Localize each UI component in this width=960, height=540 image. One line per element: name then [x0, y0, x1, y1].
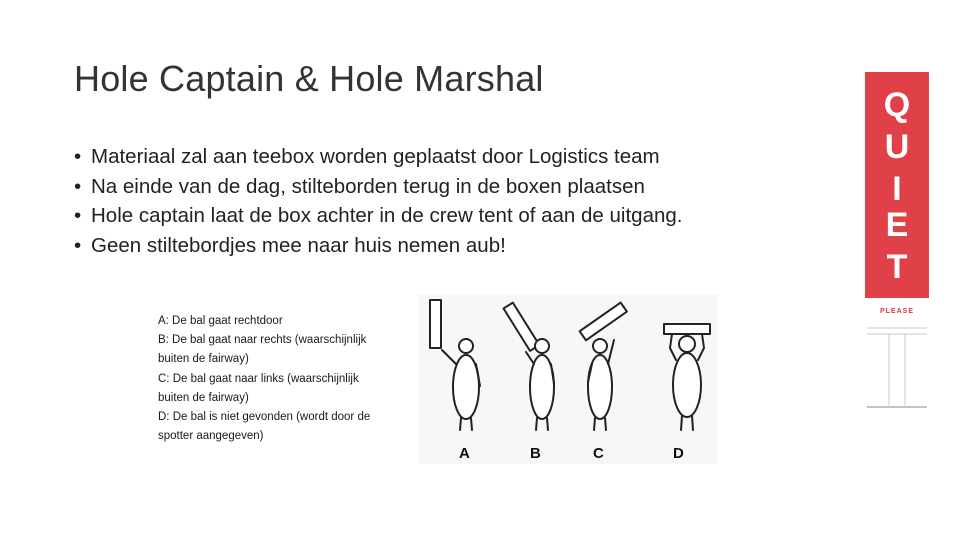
- slide-title: Hole Captain & Hole Marshal: [74, 58, 544, 99]
- sign-letter: I: [892, 170, 902, 208]
- quiet-sign-graphic: [865, 72, 929, 410]
- legend-line: D: De bal is niet gevonden (wordt door de: [158, 411, 371, 424]
- figure-label: A: [459, 445, 470, 462]
- stick-figures-drawing: [418, 294, 718, 464]
- sign-board: [504, 303, 540, 351]
- bullet-symbol: •: [74, 145, 82, 168]
- signal-figure-image: [418, 294, 718, 464]
- bullet-symbol: •: [74, 204, 82, 227]
- figure-label: C: [593, 445, 604, 462]
- bullet-text: Hole captain laat de box achter in de crew tent of aan de uitgang.: [91, 204, 683, 227]
- figure-d: [664, 324, 710, 430]
- bullet-list: [74, 142, 682, 260]
- sign-board: [580, 303, 627, 341]
- legend-line: spotter aangegeven): [158, 430, 264, 443]
- bullet-item: [74, 172, 682, 202]
- legend-line: buiten de fairway): [158, 391, 249, 404]
- bullet-text: Materiaal zal aan teebox worden geplaatst door Logistics team: [91, 145, 660, 168]
- figure-label: B: [530, 445, 541, 462]
- figure-b: [504, 303, 554, 430]
- bullet-symbol: •: [74, 174, 82, 198]
- legend-line: A: De bal gaat rechtdoor: [158, 315, 283, 327]
- sign-board: [430, 300, 441, 348]
- sign-post: [867, 328, 927, 407]
- quiet-please-sign-image: [865, 72, 929, 410]
- legend-line: C: De bal gaat naar links (waarschijnlijk: [158, 372, 359, 385]
- bullet-item: [74, 231, 682, 261]
- sign-letter: T: [886, 248, 908, 286]
- legend-line: buiten de fairway): [158, 353, 249, 366]
- bullet-item: [74, 142, 682, 172]
- bullet-text: Na einde van de dag, stilteborden terug in de boxen plaatsen: [91, 174, 645, 198]
- figure-a: [430, 300, 480, 430]
- figure-c: [580, 303, 627, 430]
- sign-letter: Q: [883, 86, 911, 124]
- sign-subtitle: PLEASE: [879, 308, 915, 315]
- signal-legend: [158, 312, 370, 446]
- bullet-symbol: •: [74, 233, 82, 257]
- bullet-item: [74, 201, 682, 231]
- bullet-text: Geen stiltebordjes mee naar huis nemen aub!: [91, 233, 506, 257]
- sign-letter: U: [884, 128, 910, 166]
- sign-board: [664, 324, 710, 334]
- legend-line: B: De bal gaat naar rechts (waarschijnlijk: [158, 334, 367, 347]
- sign-letter: E: [885, 206, 909, 244]
- figure-label: D: [673, 445, 684, 462]
